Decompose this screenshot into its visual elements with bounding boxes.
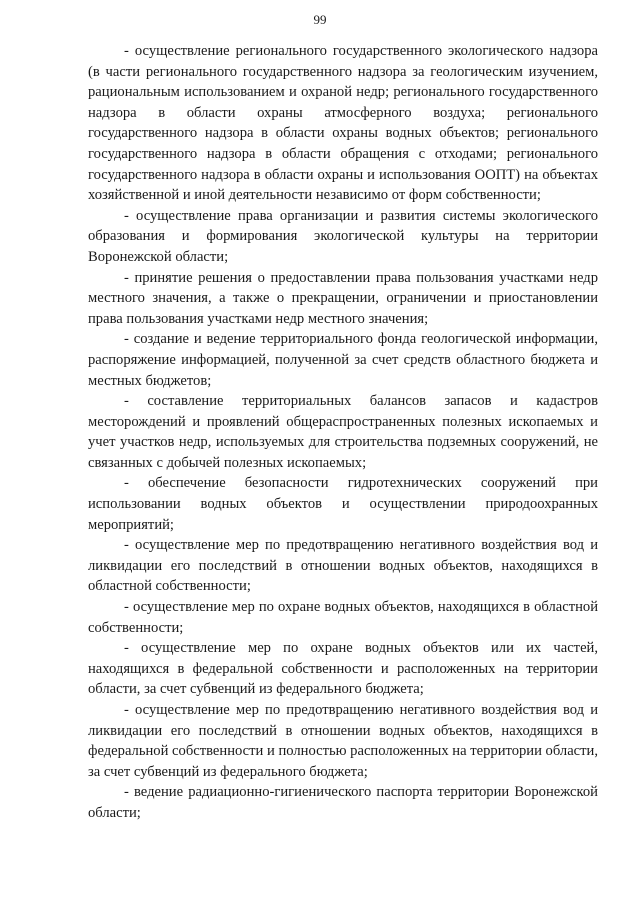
- list-item: - создание и ведение территориального фонда геологической информации, распоряжение информацией, полученной за счет средств областного бюджета и местных бюджетов;: [88, 331, 598, 389]
- page-number: 99: [313, 12, 327, 27]
- list-item: - принятие решения о предоставлении права пользования участками недр местного значения, а также о прекращении, ограничении и приостановлении права пользования участками недр местного значения;: [88, 269, 598, 327]
- list-item: - осуществление мер по охране водных объектов, находящихся в областной собственности;: [88, 599, 598, 636]
- list-item: - осуществление регионального государственного экологического надзора (в части регионального государственного надзора за геологическим изучением, рациональным использованием и охраной недр; регионального государственного надзора в области охраны атмосферного воздуха; регионального государственного надзора в области охраны водных объектов; регионального государственного надзора в области обращения с отходами; регионального государственного надзора в области охраны и использования ООПТ) на объектах хозяйственной и иной деятельности независимо от форм собственности;: [88, 43, 598, 204]
- list-item: - осуществление мер по предотвращению негативного воздействия вод и ликвидации его последствий в отношении водных объектов, находящихся в федеральной собственности и полностью расположенных на территории области, за счет субвенций из федерального бюджета;: [88, 702, 598, 780]
- list-item: - осуществление права организации и развития системы экологического образования и формирования экологической культуры на территории Воронежской области;: [88, 207, 598, 265]
- list-item: - ведение радиационно-гигиенического паспорта территории Воронежской области;: [88, 784, 598, 821]
- list-item: - составление территориальных балансов запасов и кадастров месторождений и проявлений общераспространенных полезных ископаемых и учет участков недр, используемых для строительства подземных сооружений, не связанных с добычей полезных ископаемых;: [88, 393, 598, 471]
- document-body: [88, 41, 598, 824]
- list-item: - осуществление мер по предотвращению негативного воздействия вод и ликвидации его последствий в отношении водных объектов, находящихся в областной собственности;: [88, 537, 598, 595]
- list-item: - осуществление мер по охране водных объектов или их частей, находящихся в федеральной собственности и расположенных на территории области, за счет субвенций из федерального бюджета;: [88, 640, 598, 698]
- list-item: - обеспечение безопасности гидротехнических сооружений при использовании водных объектов и осуществлении природоохранных мероприятий;: [88, 475, 598, 533]
